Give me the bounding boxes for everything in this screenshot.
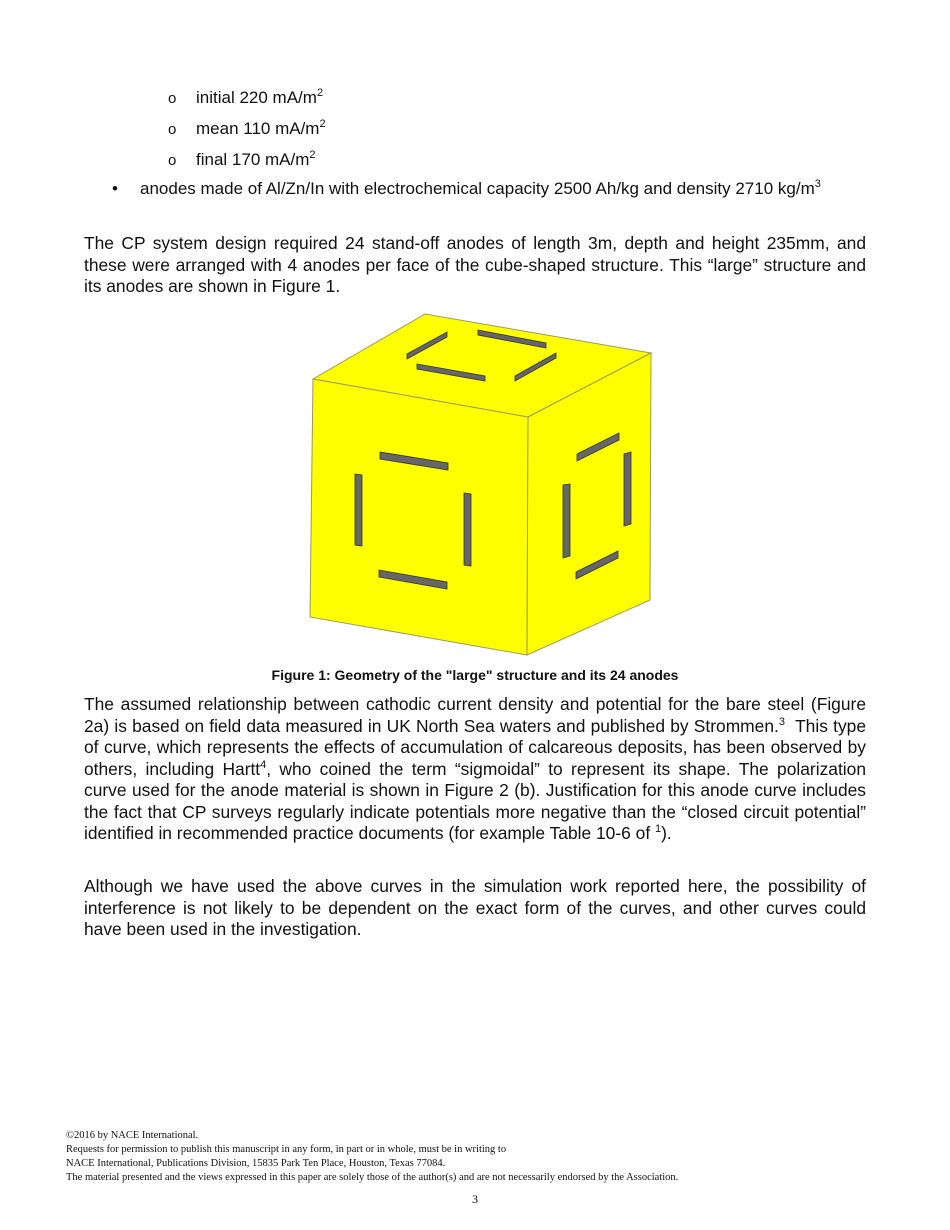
paragraph-cp-design: The CP system design required 24 stand-off anodes of length 3m, depth and height 235mm, and these were arranged with 4 anodes per face of the cube-shaped structure. This “large” structure and its anodes are shown in Figure 1.: [84, 233, 866, 296]
list-item-text: final 170 mA/m: [196, 150, 310, 169]
list-item-text: initial 220 mA/m: [196, 88, 317, 107]
anode-bullet-text: [140, 179, 865, 199]
footer-permission: Requests for permission to publish this manuscript in any form, in part or in whole, must be in writing to: [66, 1144, 507, 1155]
paragraph-text: , who coined the term “sigmoidal” to represent its shape. The polarization curve used for the anode material is shown in Figure 2 (b). Justification for this anode curve includes the fact that CP surveys regularly indicate potentials more negative than the “closed circuit potential” identified in recommended practice documents (for example Table 10-6 of: [84, 758, 866, 843]
anode: [355, 474, 362, 546]
reference-superscript: 3: [778, 715, 785, 728]
reference-superscript: 1: [654, 823, 662, 835]
footer-address: NACE International, Publications Division, 15835 Park Ten Place, Houston, Texas 77084.: [66, 1158, 446, 1169]
list-item: [168, 148, 326, 179]
circle-bullet-icon: o: [168, 121, 177, 138]
figure-1: [300, 310, 660, 660]
anode: [624, 452, 631, 526]
superscript: 2: [319, 118, 326, 130]
paragraph-curves-note: Although we have used the above curves in the simulation work reported here, the possibility of interference is not likely to be dependent on the exact form of the curves, and other curves could have been used in the investigation.: [84, 876, 866, 939]
reference-superscript: 4: [260, 758, 267, 771]
list-item: [168, 86, 326, 117]
figure-1-caption: Figure 1: Geometry of the "large" structure and its 24 anodes: [271, 667, 679, 683]
cube-structure-image: [300, 310, 660, 660]
superscript: 3: [814, 178, 821, 190]
paragraph-sigmoidal-curve: [84, 694, 871, 845]
anode: [464, 493, 471, 566]
page-number: 3: [472, 1192, 478, 1206]
footer-disclaimer: The material presented and the views expressed in this paper are solely those of the author(s) and are not necessarily endorsed by the Association.: [66, 1172, 679, 1183]
anode-bullet-item: [112, 179, 865, 199]
circle-bullet-icon: o: [168, 90, 177, 107]
paragraph-text: The assumed relationship between cathodic current density and potential for the bare steel (Figure 2a) is based on field data measured in UK North Sea waters and published by Strommen.: [84, 694, 866, 736]
circle-bullet-icon: o: [168, 152, 177, 169]
superscript: 2: [309, 149, 316, 161]
cube-front-face: [310, 379, 528, 655]
paragraph-text: This type of curve, which represents the effects of accumulation of calcareous deposits, has been observed by others, including Hartt: [84, 715, 871, 779]
list-item: [168, 117, 326, 148]
list-item-text: mean 110 mA/m: [196, 119, 320, 138]
anode: [563, 484, 570, 558]
bullet-dot-icon: •: [112, 179, 118, 198]
footer-copyright: ©2016 by NACE International.: [66, 1130, 199, 1141]
paragraph-text: ).: [661, 823, 672, 843]
copyright-footer: [66, 1129, 866, 1185]
anode-bullet-body: anodes made of Al/Zn/In with electrochemical capacity 2500 Ah/kg and density 2710 kg/m: [140, 179, 815, 198]
superscript: 2: [316, 87, 324, 99]
current-density-list: [168, 86, 326, 179]
